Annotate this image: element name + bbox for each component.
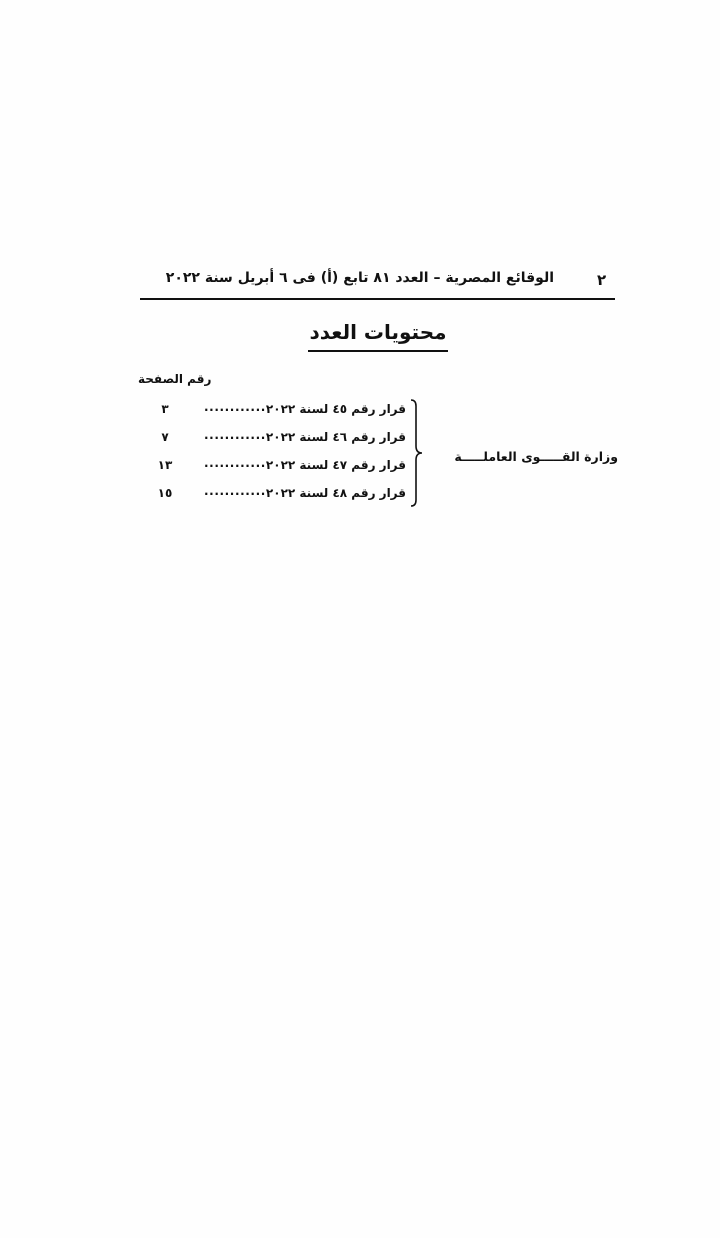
entry-decree-title: قرار رقم ٤٦ لسنة ٢٠٢٢ [265, 430, 406, 444]
entry-page-number: ١٣ [157, 458, 173, 472]
title-underline [308, 350, 448, 352]
toc-entry [140, 486, 410, 506]
grouping-brace-icon [408, 398, 424, 508]
entry-decree-title: قرار رقم ٤٨ لسنة ٢٠٢٢ [265, 486, 406, 500]
toc-entry [140, 458, 410, 478]
ministry-label: وزارة القـــــوى العاملـــــة [454, 449, 618, 464]
toc-entry [140, 430, 410, 450]
entry-page-number: ١٥ [157, 486, 173, 500]
page-number: ٢ [597, 271, 607, 289]
entry-decree-title: قرار رقم ٤٧ لسنة ٢٠٢٢ [265, 458, 406, 472]
entry-page-number: ٧ [161, 430, 169, 444]
toc-entry [140, 402, 410, 422]
entry-page-number: ٣ [161, 402, 169, 416]
dot-leader: ............ [204, 456, 266, 470]
page-column-label: رقم الصفحة [138, 372, 212, 386]
dot-leader: ............ [204, 484, 266, 498]
entry-decree-title: قرار رقم ٤٥ لسنة ٢٠٢٢ [265, 402, 406, 416]
running-header-title: الوقائع المصرية – العدد ٨١ تابع (أ) فى ٦ أبريل سنة ٢٠٢٢ [165, 270, 554, 286]
dot-leader: ............ [204, 400, 266, 414]
header-divider [140, 298, 615, 300]
contents-title: محتويات العدد [309, 320, 447, 344]
dot-leader: ............ [204, 428, 266, 442]
